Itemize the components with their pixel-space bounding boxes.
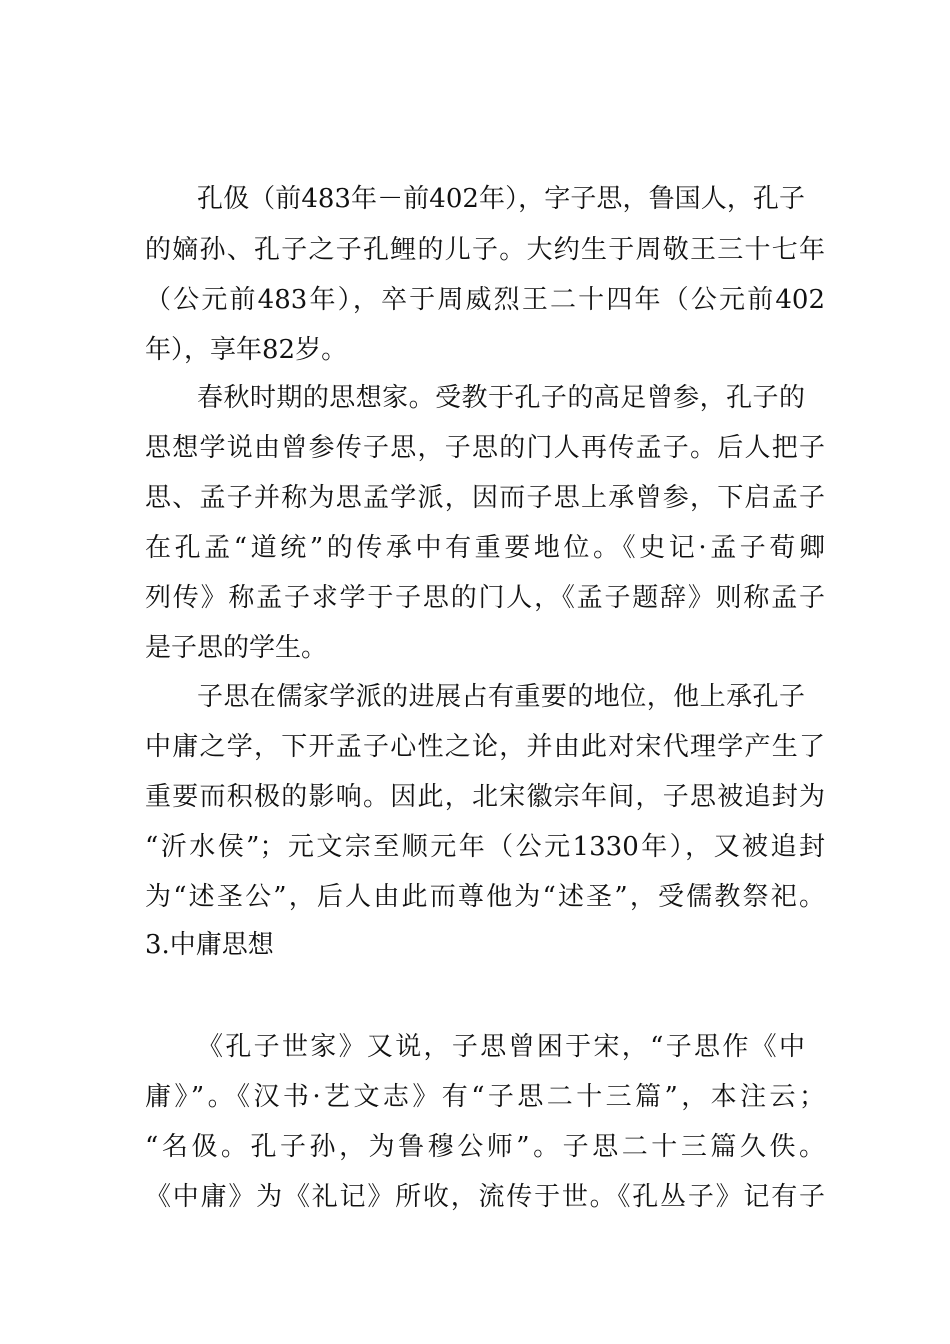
paragraph-line: （公元前483年），卒于周威烈王二十四年（公元前402 <box>145 285 825 315</box>
paragraph-line: 子思在儒家学派的进展占有重要的地位，他上承孔子 <box>197 682 805 712</box>
paragraph-line: 中庸之学，下开孟子心性之论，并由此对宋代理学产生了 <box>145 732 825 762</box>
paragraph-line: 是子思的学生。 <box>145 633 328 663</box>
paragraph-line: 《孔子世家》又说，子思曾困于宋，“子思作《中 <box>197 1032 805 1062</box>
paragraph-line: 在孔孟“道统”的传承中有重要地位。《史记·孟子荀卿 <box>145 533 825 563</box>
paragraph-line: 思想学说由曾参传子思，子思的门人再传孟子。后人把子 <box>145 433 825 463</box>
section-heading: 3.中庸思想 <box>145 930 274 960</box>
paragraph-line: “名伋。孔子孙，为鲁穆公师”。子思二十三篇久佚。 <box>145 1132 825 1162</box>
paragraph-line: 年），享年82岁。 <box>145 335 348 365</box>
paragraph-line: 为“述圣公”，后人由此而尊他为“述圣”，受儒教祭祀。 <box>145 882 825 912</box>
paragraph-line: 孔伋（前483年－前402年），字子思，鲁国人，孔子 <box>197 184 805 214</box>
paragraph-line: 庸》”。《汉书·艺文志》有“子思二十三篇”，本注云； <box>145 1082 825 1112</box>
paragraph-line: 《中庸》为《礼记》所收，流传于世。《孔丛子》记有子 <box>145 1182 825 1212</box>
paragraph-line: “沂水侯”；元文宗至顺元年（公元1330年），又被追封 <box>145 832 825 862</box>
paragraph-line: 春秋时期的思想家。受教于孔子的高足曾参，孔子的 <box>197 383 805 413</box>
paragraph-line: 列传》称孟子求学于子思的门人，《孟子题辞》则称孟子 <box>145 583 825 613</box>
paragraph-line: 思、孟子并称为思孟学派，因而子思上承曾参，下启孟子 <box>145 483 825 513</box>
paragraph-line: 重要而积极的影响。因此，北宋徽宗年间，子思被追封为 <box>145 782 825 812</box>
paragraph-line: 的嫡孙、孔子之子孔鲤的儿子。大约生于周敬王三十七年 <box>145 235 825 265</box>
